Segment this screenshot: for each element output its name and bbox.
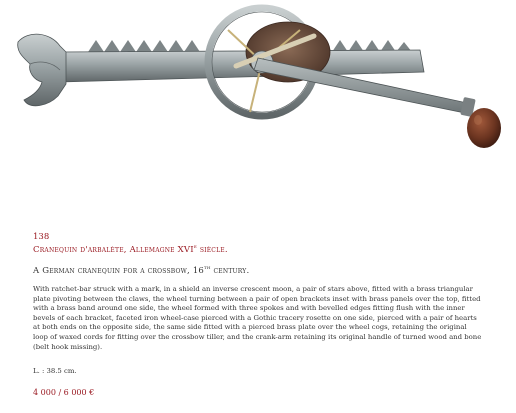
title-fr-tail: siècle. <box>196 244 228 255</box>
claw-head <box>18 34 66 106</box>
lot-title-english <box>33 265 249 276</box>
title-en-main: A German cranequin for a crossbow, 16 <box>33 265 205 276</box>
lot-length: L. : 38.5 cm. <box>33 367 77 375</box>
lot-description: With ratchet-bar struck with a mark, in a shield an inverse crescent moon, a pair of stars above, fitted with a brass triangular plate pivoting between the claws, the wheel turning between a pair of open brackets inset with brass panels over the top, fitted with a brass band around one side, the wheel formed with three spokes and with bevelled edges fitting flush with the inner bevels of each bracket, faceted iron wheel-case pierced with a Gothic tracery rosette on one side, pierced with a pair of hearts at both ends on the opposite side, the same side fitted with a pierced brass plate over the wheel cogs, retaining the original loop of waxed cords for fitting over the crossbow tiller, and the crank-arm retaining its original handle of turned wood and bone (belt hook missing). <box>33 285 482 351</box>
lot-number: 138 <box>33 232 50 242</box>
title-fr-main: Cranequin d'arbalète, Allemagne XVI <box>33 244 194 255</box>
lot-title-french <box>33 244 228 255</box>
title-fr-superscript: e <box>193 244 197 250</box>
crank-handle <box>467 108 501 148</box>
title-en-superscript: th <box>204 265 211 271</box>
lot-estimate: 4 000 / 6 000 € <box>33 388 95 397</box>
title-en-tail: century. <box>210 265 250 276</box>
